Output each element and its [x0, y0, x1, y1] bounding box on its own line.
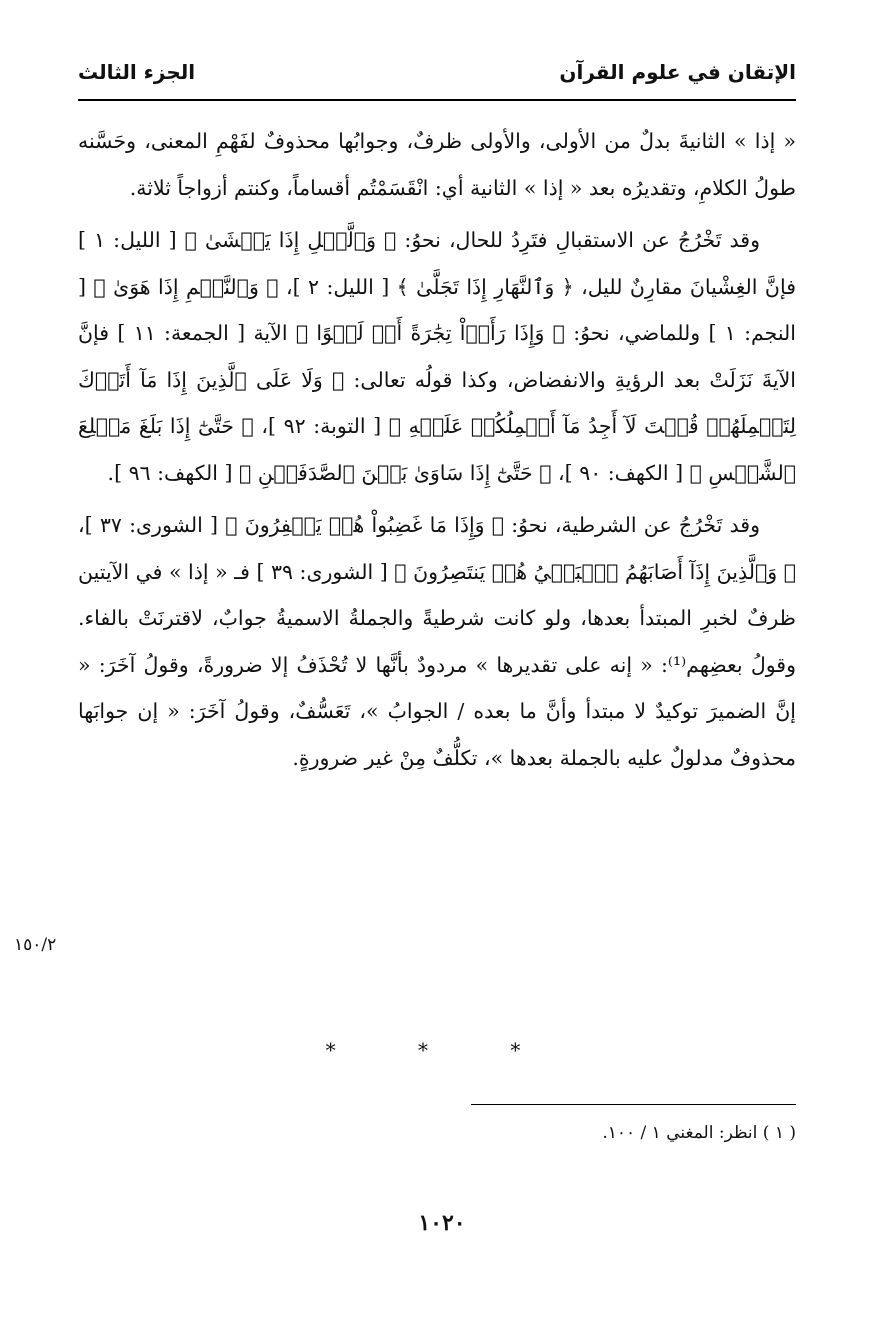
footnote-divider: [471, 1104, 796, 1105]
page-header: [78, 52, 796, 92]
margin-reference: ١٥٠/٢: [14, 935, 57, 955]
paragraph-2: وقد تَخْرُجُ عن الاستقبالِ فتَرِدُ للحال، نحوُ: ﴿ وَٱلَّيۡلِ إِذَا يَغۡشَىٰ ﴾ [ الليل: ١ ] فإنَّ الغِشْيانَ مقارِنٌ لليل، ﴿ وَٱلنَّهَارِ إِذَا تَجَلَّىٰ ﴾ [ الليل: ٢ ]، ﴿ وَٱلنَّجۡمِ إِذَا هَوَىٰ ﴾ [ النجم: ١ ] وللماضي، نحوُ: ﴿ وَإِذَا رَأَوۡاْ تِجَٰرَةً أَوۡ لَهۡوًا ﴾ الآية [ الجمعة: ١١ ] فإنَّ الآيةَ نَزَلَتْ بعد الرؤيةِ والانفضاض، وكذا قولُه تعالى: ﴿ وَلَا عَلَى ٱلَّذِينَ إِذَا مَآ أَتَوۡكَ لِتَحۡمِلَهُمۡ قُلۡتَ لَآ أَجِدُ مَآ أَحۡمِلُكُمۡ عَلَيۡهِ ﴾ [ التوبة: ٩٢ ]، ﴿ حَتَّىٰٓ إِذَا بَلَغَ مَطۡلِعَ ٱلشَّمۡسِ ﴾ [ الكهف: ٩٠ ]، ﴿ حَتَّىٰٓ إِذَا سَاوَىٰ بَيۡنَ ٱلصَّدَفَيۡنِ ﴾ [ الكهف: ٩٦ ].: [78, 228, 796, 485]
paragraph-3: وقد تَخْرُجُ عن الشرطية، نحوُ: ﴿ وَإِذَا مَا غَضِبُواْ هُمۡ يَغۡفِرُونَ ﴾ [ الشورى: ٣٧ ]، ﴿ وَٱلَّذِينَ إِذَآ أَصَابَهُمُ ٱلۡبَغۡيُ هُمۡ يَنتَصِرُونَ ﴾ [ الشورى: ٣٩ ] فـ « إذا » في الآيتين ظرفٌ لخبرِ المبتدأ بعدها، ولو كانت شرطيةً والجملةُ الاسميةُ جوابٌ، لاقترنَتْ بالفاء. وقولُ بعضِهم⁽¹⁾: « إنه على تقديرها » مردودٌ بأنَّها لا تُحْذَفُ إلا ضرورةً، وقولُ آخَرَ: « إنَّ الضميرَ توكيدٌ لا مبتدأ وأنَّ ما بعده / الجوابُ »، تَعَسُّفٌ، وقولُ آخَرَ: « إن جوابَها محذوفٌ مدلولٌ عليه بالجملة بعدها »، تكلُّفٌ مِنْ غير ضرورةٍ.: [78, 513, 797, 770]
volume-label: الجزء الثالث: [78, 60, 196, 84]
page-number: ١٠٢٠: [418, 1210, 466, 1236]
footnote: ( ١ ) انظر: المغني ١ / ١٠٠.: [602, 1123, 796, 1143]
book-title: الإتقان في علوم القرآن: [559, 60, 796, 84]
header-divider: [78, 99, 796, 101]
main-text: [78, 118, 796, 781]
paragraph-1: « إذا » الثانيةَ بدلٌ من الأولى، والأولى ظرفٌ، وجوابُها محذوفٌ لفَهْمِ المعنى، وحَسَّنه طولُ الكلامِ، وتقديرُه بعد « إذا » الثانية أي: انْقَسَمْتُم أقساماً، وكنتم أزواجاً ثلاثة.: [78, 129, 796, 200]
section-separator: * * *: [325, 1038, 559, 1062]
